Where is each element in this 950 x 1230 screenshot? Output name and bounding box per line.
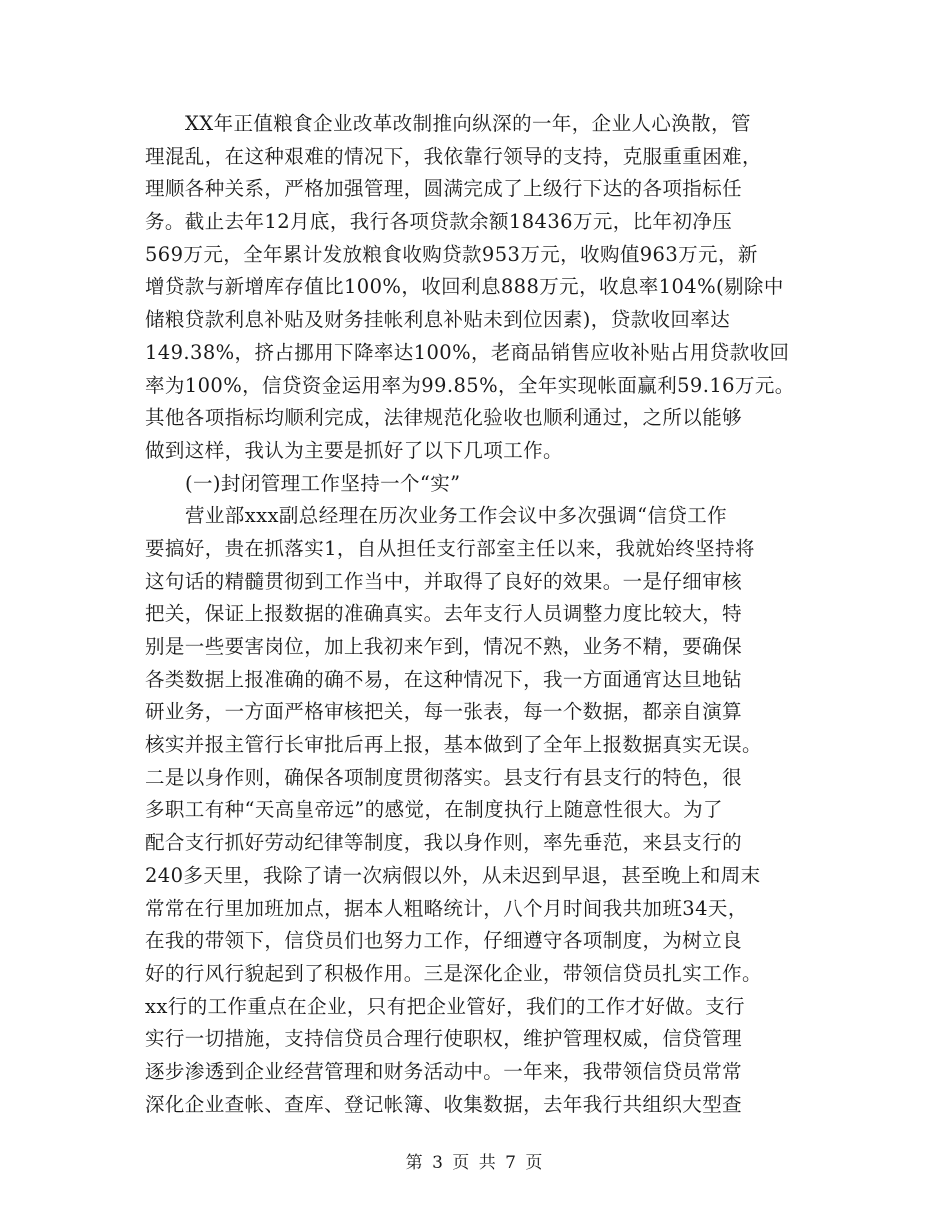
paragraph-line: 逐步渗透到企业经营管理和财务活动中。一年来，我带领信贷员常常 bbox=[145, 1059, 743, 1083]
paragraph-line: 实行一切措施，支持信贷员合理行使职权，维护管理权威，信贷管理 bbox=[145, 1027, 743, 1051]
paragraph-line: 二是以身作则，确保各项制度贯彻落实。县支行有县支行的特色，很 bbox=[145, 765, 743, 789]
paragraph-line: 这句话的精髓贯彻到工作当中，并取得了良好的效果。一是仔细审核 bbox=[145, 569, 743, 593]
paragraph-line: 率为100%，信贷资金运用率为99.85%，全年实现帐面赢利59.16万元。 bbox=[145, 373, 795, 397]
paragraph-line: 深化企业查帐、查库、登记帐簿、收集数据，去年我行共组织大型查 bbox=[145, 1092, 743, 1116]
paragraph-line: 营业部xxx副总经理在历次业务工作会议中多次强调“信贷工作 bbox=[185, 504, 728, 528]
paragraph-line: 149.38%，挤占挪用下降率达100%，老商品销售应收补贴占用贷款收回 bbox=[145, 340, 790, 364]
paragraph-line: 配合支行抓好劳动纪律等制度，我以身作则，率先垂范，来县支行的 bbox=[145, 831, 743, 855]
paragraph-1 bbox=[145, 108, 810, 468]
page-footer: 第 3 页 共 7 页 bbox=[405, 1153, 545, 1173]
paragraph-line: 要搞好，贵在抓落实1，自从担任支行部室主任以来，我就始终坚持将 bbox=[145, 536, 755, 560]
paragraph-line: 增贷款与新增库存值比100%，收回利息888万元，收息率104%(剔除中 bbox=[145, 275, 784, 299]
paragraph-line: XX年正值粮食企业改革改制推向纵深的一年，企业人心涣散，管 bbox=[185, 112, 751, 135]
paragraph-line: 好的行风行貌起到了积极作用。三是深化企业，带领信贷员扎实工作。 bbox=[145, 961, 762, 985]
paragraph-line: 理顺各种关系，严格加强管理，圆满完成了上级行下达的各项指标任 bbox=[145, 177, 743, 201]
paragraph-line: 别是一些要害岗位，加上我初来乍到，情况不熟，业务不精，要确保 bbox=[145, 635, 743, 658]
paragraph-2 bbox=[145, 500, 810, 1121]
paragraph-line: xx行的工作重点在企业，只有把企业管好，我们的工作才好做。支行 bbox=[145, 994, 745, 1018]
paragraph-line: 理混乱，在这种艰难的情况下，我依靠行领导的支持，克服重重困难， bbox=[145, 144, 762, 168]
paragraph-line: 其他各项指标均顺利完成，法律规范化验收也顺利通过，之所以能够 bbox=[145, 406, 743, 430]
paragraph-line: 常常在行里加班加点，据本人粗略统计，八个月时间我共加班34天， bbox=[145, 896, 748, 920]
paragraph-line: 569万元，全年累计发放粮食收购贷款953万元，收购值963万元，新 bbox=[145, 242, 758, 266]
paragraph-line: 各类数据上报准确的确不易，在这种情况下，我一方面通宵达旦地钻 bbox=[145, 667, 743, 691]
paragraph-line: 多职工有种“天高皇帝远”的感觉，在制度执行上随意性很大。为了 bbox=[145, 798, 723, 822]
paragraph-line: 研业务，一方面严格审核把关，每一张表，每一个数据，都亲自演算 bbox=[145, 700, 743, 724]
section-heading: (一)封闭管理工作坚持一个“实” bbox=[185, 471, 461, 495]
document-body bbox=[145, 108, 810, 1121]
paragraph-line: 核实并报主管行长审批后再上报，基本做到了全年上报数据真实无误。 bbox=[145, 733, 762, 757]
paragraph-line: 务。截止去年12月底，我行各项贷款余额18436万元，比年初净压 bbox=[145, 210, 733, 234]
paragraph-line: 240多天里，我除了请一次病假以外，从未迟到早退，甚至晚上和周末 bbox=[145, 863, 761, 887]
paragraph-line: 做到这样，我认为主要是抓好了以下几项工作。 bbox=[145, 438, 563, 462]
paragraph-line: 储粮贷款利息补贴及财务挂帐利息补贴未到位因素)，贷款收回率达 bbox=[145, 308, 731, 332]
paragraph-line: 把关，保证上报数据的准确真实。去年支行人员调整力度比较大，特 bbox=[145, 602, 743, 626]
paragraph-line: 在我的带领下，信贷员们也努力工作，仔细遵守各项制度，为树立良 bbox=[145, 929, 743, 953]
